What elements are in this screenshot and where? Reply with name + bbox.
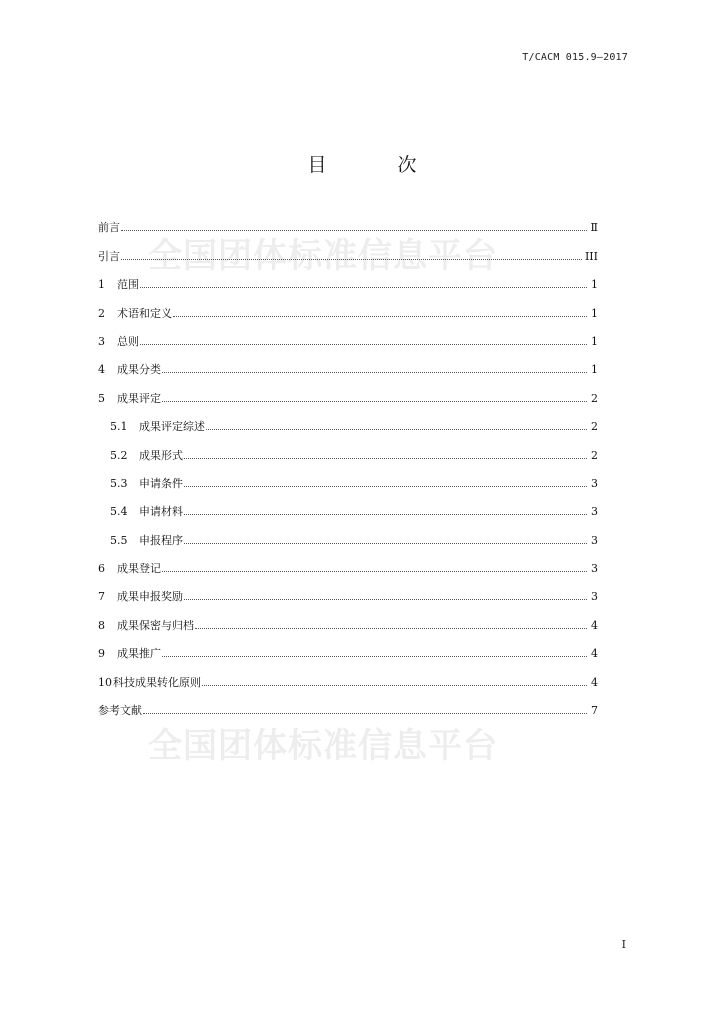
- toc-entry[interactable]: [98, 490, 598, 518]
- toc-entry-page: 3: [591, 476, 598, 490]
- dot-leader: [173, 316, 587, 317]
- toc-entry-page: 1: [591, 278, 598, 292]
- toc-entry-label: 成果保密与归档: [117, 618, 194, 632]
- toc-entry-number: 6: [98, 562, 105, 576]
- watermark-bottom: 全国团体标准信息平台: [148, 726, 498, 766]
- dot-leader: [195, 628, 587, 629]
- dot-leader: [162, 571, 587, 572]
- toc-entry[interactable]: [98, 462, 598, 490]
- toc-entry-number: 3: [98, 334, 105, 348]
- toc-entry-page: 3: [591, 505, 598, 519]
- dot-leader: [184, 599, 587, 600]
- toc-entry-page: 3: [591, 533, 598, 547]
- toc-entry[interactable]: [98, 433, 598, 461]
- toc-entry[interactable]: [98, 320, 598, 348]
- table-of-contents: [98, 206, 598, 717]
- toc-entry[interactable]: [98, 660, 598, 688]
- toc-entry-label: 前言: [98, 221, 120, 235]
- toc-entry-number: 5.2: [110, 448, 128, 462]
- toc-entry[interactable]: [98, 348, 598, 376]
- dot-leader: [162, 401, 587, 402]
- toc-entry-page: 2: [591, 420, 598, 434]
- dot-leader: [140, 287, 587, 288]
- toc-entry-number: 5.4: [110, 505, 128, 519]
- toc-entry-label: 申报程序: [139, 533, 183, 547]
- toc-entry-number: 8: [98, 618, 105, 632]
- toc-entry[interactable]: [98, 547, 598, 575]
- toc-entry-label: 成果评定: [117, 391, 161, 405]
- dot-leader: [121, 259, 582, 260]
- dot-leader: [162, 372, 587, 373]
- toc-entry[interactable]: [98, 405, 598, 433]
- toc-entry-number: 7: [98, 590, 105, 604]
- toc-entry-number: 4: [98, 363, 105, 377]
- toc-entry-label: 总则: [117, 334, 139, 348]
- dot-leader: [140, 344, 587, 345]
- toc-entry-page: 3: [591, 562, 598, 576]
- page-title: 目 次: [307, 154, 443, 176]
- toc-entry-page: 4: [591, 647, 598, 661]
- dot-leader: [143, 713, 587, 714]
- toc-entry-page: 2: [591, 391, 598, 405]
- toc-entry-label: 引言: [98, 249, 120, 263]
- toc-entry-number: 2: [98, 306, 105, 320]
- toc-entry[interactable]: [98, 263, 598, 291]
- watermark-top: 全国团体标准信息平台: [148, 236, 498, 276]
- toc-entry-number: 10: [98, 675, 112, 689]
- dot-leader: [202, 685, 587, 686]
- toc-entry[interactable]: [98, 689, 598, 717]
- toc-entry-page: 1: [591, 334, 598, 348]
- toc-entry[interactable]: [98, 234, 598, 262]
- dot-leader: [184, 458, 587, 459]
- toc-entry-page: 1: [591, 306, 598, 320]
- toc-entry[interactable]: [98, 206, 598, 234]
- toc-entry-number: 1: [98, 278, 105, 292]
- toc-entry-page: III: [584, 249, 598, 263]
- toc-entry-label: 科技成果转化原则: [113, 675, 201, 689]
- dot-leader: [184, 486, 587, 487]
- toc-entry-number: 5.5: [110, 533, 128, 547]
- toc-entry[interactable]: [98, 518, 598, 546]
- toc-entry-label: 成果申报奖励: [117, 590, 183, 604]
- toc-entry-page: 3: [591, 590, 598, 604]
- standard-code: T/CACM 015.9—2017: [522, 52, 628, 63]
- footer-page-number: I: [621, 938, 626, 951]
- toc-entry-label: 申请材料: [139, 505, 183, 519]
- toc-entry-number: 5.3: [110, 476, 128, 490]
- toc-entry[interactable]: [98, 603, 598, 631]
- toc-entry-page: Ⅱ: [590, 221, 598, 235]
- toc-entry-label: 成果形式: [139, 448, 183, 462]
- toc-entry-number: 9: [98, 647, 105, 661]
- toc-entry-page: 4: [591, 618, 598, 632]
- toc-entry-page: 2: [591, 448, 598, 462]
- toc-entry-number: 5: [98, 391, 105, 405]
- toc-entry-number: 5.1: [110, 420, 128, 434]
- toc-entry-label: 范围: [117, 278, 139, 292]
- toc-entry-label: 成果评定综述: [139, 420, 205, 434]
- toc-entry-label: 成果分类: [117, 363, 161, 377]
- toc-entry-page: 4: [591, 675, 598, 689]
- toc-entry[interactable]: [98, 575, 598, 603]
- toc-entry[interactable]: [98, 376, 598, 404]
- toc-entry-label: 成果登记: [117, 562, 161, 576]
- dot-leader: [206, 429, 587, 430]
- toc-entry[interactable]: [98, 632, 598, 660]
- toc-entry-page: 7: [591, 704, 598, 718]
- dot-leader: [184, 543, 587, 544]
- dot-leader: [121, 230, 587, 231]
- toc-entry-page: 1: [591, 363, 598, 377]
- dot-leader: [162, 656, 587, 657]
- toc-entry-label: 成果推广: [117, 647, 161, 661]
- toc-entry-label: 术语和定义: [117, 306, 172, 320]
- toc-entry-label: 申请条件: [139, 476, 183, 490]
- dot-leader: [184, 514, 587, 515]
- toc-entry[interactable]: [98, 291, 598, 319]
- toc-entry-label: 参考文献: [98, 704, 142, 718]
